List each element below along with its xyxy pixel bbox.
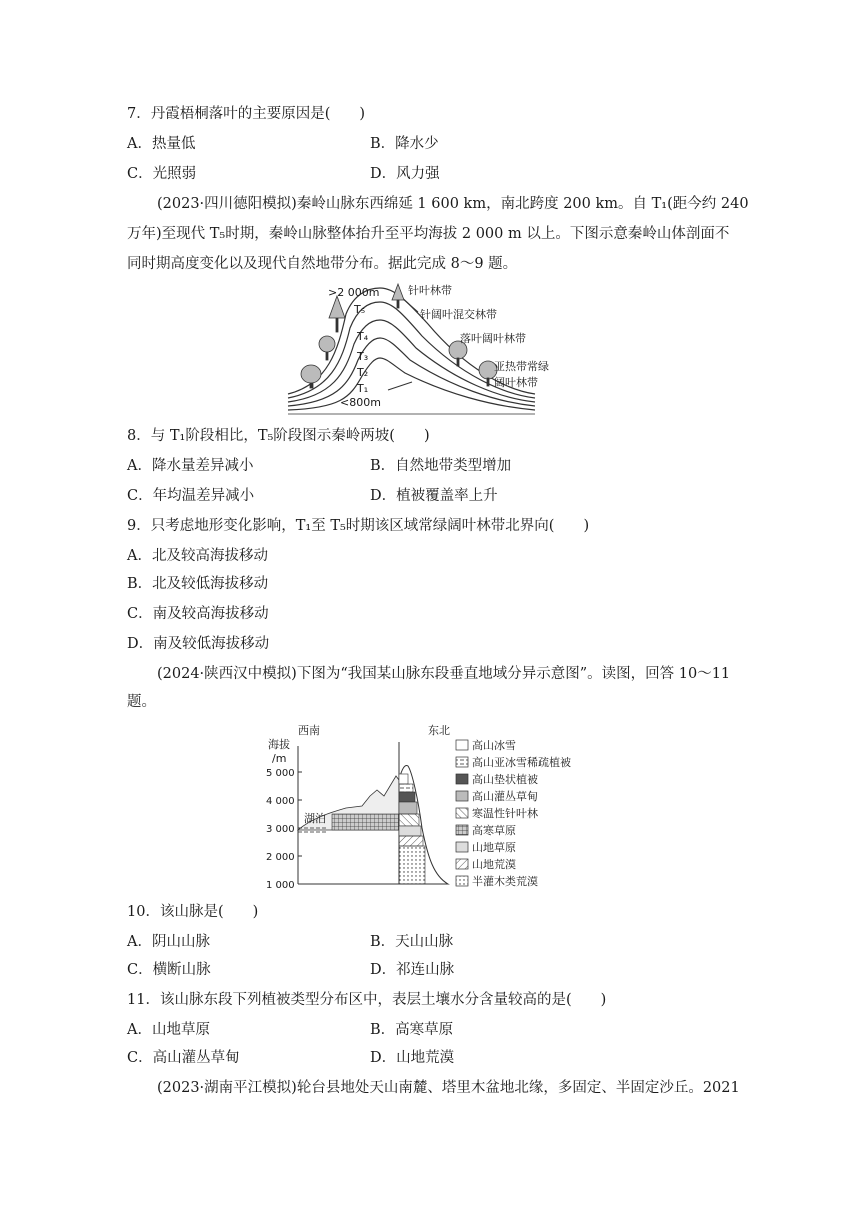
q8-option-b: B．自然地带类型增加 <box>370 458 512 474</box>
y-tick-1000: 1 000 <box>266 880 295 891</box>
t5-label: T₅ <box>354 303 366 316</box>
zone-mixed-label: 针阔叶混交林带 <box>420 308 497 321</box>
q9-option-b: B．北及较低海拔移动 <box>127 576 269 592</box>
q7-option-d: D．风力强 <box>370 166 440 182</box>
t3-label: T₃ <box>357 350 369 363</box>
y-axis-unit: /m <box>272 752 287 765</box>
zone-evergreen-label-2: 阔叶林带 <box>494 376 538 389</box>
legend-item: 高山冰雪 <box>472 739 516 752</box>
zone-conifer-label: 针叶林带 <box>408 284 452 297</box>
vertical-zonation-figure <box>262 718 602 892</box>
legend-swatch <box>456 842 468 852</box>
q11-option-d: D．山地荒漠 <box>370 1050 455 1066</box>
t4-label: T₄ <box>357 330 369 343</box>
y-tick-5000: 5 000 <box>266 768 295 779</box>
zone-evergreen-label-1: 亚热带常绿 <box>494 360 549 373</box>
elev-bottom-label: <800m <box>340 396 381 409</box>
q9-option-c: C．南及较高海拔移动 <box>127 606 269 622</box>
legend-swatch <box>456 774 468 784</box>
legend <box>456 738 571 888</box>
passage2-line1: (2024·陕西汉中模拟)下图为“我国某山脉东段垂直地域分异示意图”。读图，回答 10～11 <box>157 666 731 682</box>
q9-option-a: A．北及较高海拔移动 <box>127 548 268 564</box>
legend-swatch <box>456 757 468 767</box>
zone-deciduous-label: 落叶阔叶林带 <box>460 332 526 345</box>
q10-option-a: A．阴山山脉 <box>127 934 210 950</box>
legend-item: 山地草原 <box>472 841 516 854</box>
passage3-line1: (2023·湖南平江模拟)轮台县地处天山南麓、塔里木盆地北缘，多固定、半固定沙丘。2021 <box>157 1080 740 1096</box>
legend-swatch <box>456 859 468 869</box>
t2-label: T₂ <box>357 366 369 379</box>
lake-label: 湖泊 <box>304 812 326 825</box>
legend-item: 高寒草原 <box>472 824 516 837</box>
y-axis-label: 海拔 <box>268 738 290 751</box>
q7-option-b: B．降水少 <box>370 136 439 152</box>
q11-stem: 11．该山脉东段下列植被类型分布区中，表层土壤水分含量较高的是( ) <box>127 992 607 1008</box>
passage2-line2: 题。 <box>127 694 156 710</box>
q9-stem: 9．只考虑地形变化影响，T₁至 T₅时期该区域常绿阔叶林带北界向( ) <box>127 518 590 534</box>
q7-option-a: A．热量低 <box>127 136 196 152</box>
y-tick-2000: 2 000 <box>266 852 295 863</box>
q8-stem: 8．与 T₁阶段相比，T₅阶段图示秦岭两坡( ) <box>127 428 430 444</box>
q9-option-d: D．南及较低海拔移动 <box>127 636 270 652</box>
qinling-profile-figure <box>280 278 580 418</box>
legend-item: 高山垫状植被 <box>472 773 538 786</box>
legend-swatch <box>456 808 468 818</box>
legend-item: 高山灌丛草甸 <box>472 790 538 803</box>
q11-option-c: C．高山灌丛草甸 <box>127 1050 240 1066</box>
passage1-line1: (2023·四川德阳模拟)秦岭山脉东西绵延 1 600 km，南北跨度 200 km。自 T₁(距今约 240 <box>157 196 749 212</box>
q10-option-b: B．天山山脉 <box>370 934 454 950</box>
legend-item: 寒温性针叶林 <box>472 807 538 820</box>
q11-option-a: A．山地草原 <box>127 1022 210 1038</box>
passage1-line3: 同时期高度变化以及现代自然地带分布。据此完成 8～9 题。 <box>127 256 518 272</box>
q10-option-d: D．祁连山脉 <box>370 962 455 978</box>
y-tick-3000: 3 000 <box>266 824 295 835</box>
q7-option-c: C．光照弱 <box>127 166 197 182</box>
q10-stem: 10．该山脉是( ) <box>127 904 259 920</box>
legend-item: 山地荒漠 <box>472 858 516 871</box>
legend-swatch <box>456 876 468 886</box>
legend-item: 高山亚冰雪稀疏植被 <box>472 756 571 769</box>
ne-direction-label: 东北 <box>428 724 450 737</box>
legend-item: 半灌木类荒漠 <box>472 875 538 888</box>
q8-option-c: C．年均温差异减小 <box>127 488 255 504</box>
q11-option-b: B．高寒草原 <box>370 1022 454 1038</box>
sw-direction-label: 西南 <box>298 724 320 737</box>
legend-swatch <box>456 740 468 750</box>
y-tick-4000: 4 000 <box>266 796 295 807</box>
legend-swatch <box>456 825 468 835</box>
q8-option-a: A．降水量差异减小 <box>127 458 254 474</box>
q7-stem: 7．丹霞梧桐落叶的主要原因是( ) <box>127 106 366 122</box>
t1-label: T₁ <box>357 382 369 395</box>
q10-option-c: C．横断山脉 <box>127 962 211 978</box>
elev-top-label: >2 000m <box>328 286 380 299</box>
q8-option-d: D．植被覆盖率上升 <box>370 488 498 504</box>
legend-swatch <box>456 791 468 801</box>
passage1-line2: 万年)至现代 T₅时期，秦岭山脉整体抬升至平均海拔 2 000 m 以上。下图示意秦岭山体剖面不 <box>127 226 730 242</box>
